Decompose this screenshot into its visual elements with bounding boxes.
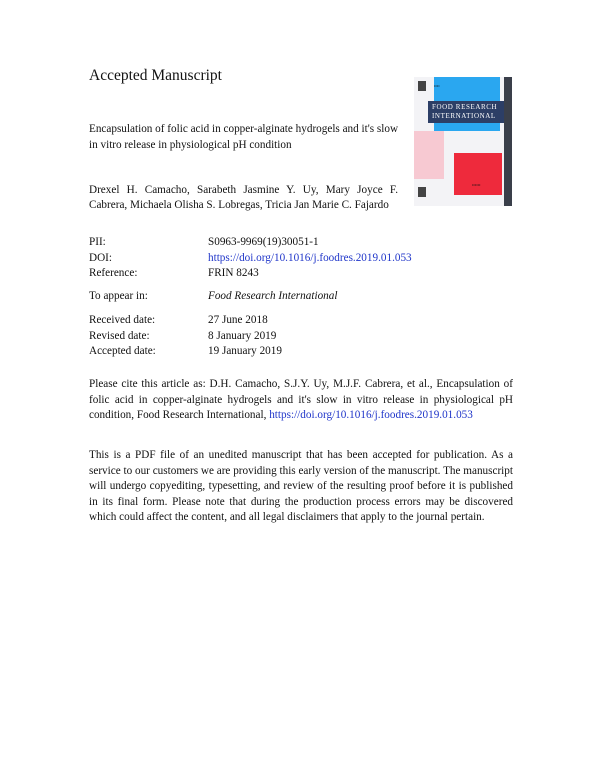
- citation-doi-link[interactable]: https://doi.org/10.1016/j.foodres.2019.01.053: [269, 409, 473, 421]
- accepted-date: 19 January 2019: [208, 345, 282, 357]
- citation-paragraph: [89, 377, 513, 424]
- article-authors: Drexel H. Camacho, Sarabeth Jasmine Y. Uy, Mary Joyce F. Cabrera, Michaela Olisha S. Lobregas, Tricia Jan Marie C. Fajardo: [89, 184, 398, 211]
- pii-label: PII:: [89, 236, 106, 248]
- journal-cover-image: [414, 77, 512, 206]
- doi-link[interactable]: https://doi.org/10.1016/j.foodres.2019.01.053: [208, 252, 412, 264]
- journal-name: Food Research International: [208, 290, 338, 302]
- reference-value: FRIN 8243: [208, 267, 259, 279]
- revised-label: Revised date:: [89, 330, 150, 342]
- pii-value: S0963-9969(19)30051-1: [208, 236, 319, 248]
- appear-label: To appear in:: [89, 290, 148, 302]
- accepted-label: Accepted date:: [89, 345, 156, 357]
- page-heading: Accepted Manuscript: [89, 67, 222, 84]
- revised-date: 8 January 2019: [208, 330, 277, 342]
- doi-label: DOI:: [89, 252, 112, 264]
- cover-small-text: ••••: [434, 83, 440, 88]
- received-date: 27 June 2018: [208, 314, 268, 326]
- article-title: Encapsulation of folic acid in copper-alginate hydrogels and it's slow in vitro release in physiological pH condition: [89, 123, 399, 151]
- received-label: Received date:: [89, 314, 156, 326]
- cover-small-text: ••••••: [472, 182, 481, 187]
- reference-label: Reference:: [89, 267, 138, 279]
- citation-text: Please cite this article as: D.H. Camacho, S.J.Y. Uy, M.J.F. Cabrera, et al., Encapsulation of folic acid in copper-alginate hydrogels and it's slow in vitro release in physiological pH condition, Food Research International,: [89, 378, 513, 421]
- manuscript-notice: This is a PDF file of an unedited manuscript that has been accepted for publication. As a service to our customers we are providing this early version of the manuscript. The manuscript will undergo copyediting, typesetting, and review of the resulting proof before it is published in its final form. Please note that during the production process errors may be discovered which could affect the content, and all legal disclaimers that apply to the journal pertain.: [89, 449, 513, 523]
- cover-journal-title: FOOD RESEARCH INTERNATIONAL: [432, 103, 498, 120]
